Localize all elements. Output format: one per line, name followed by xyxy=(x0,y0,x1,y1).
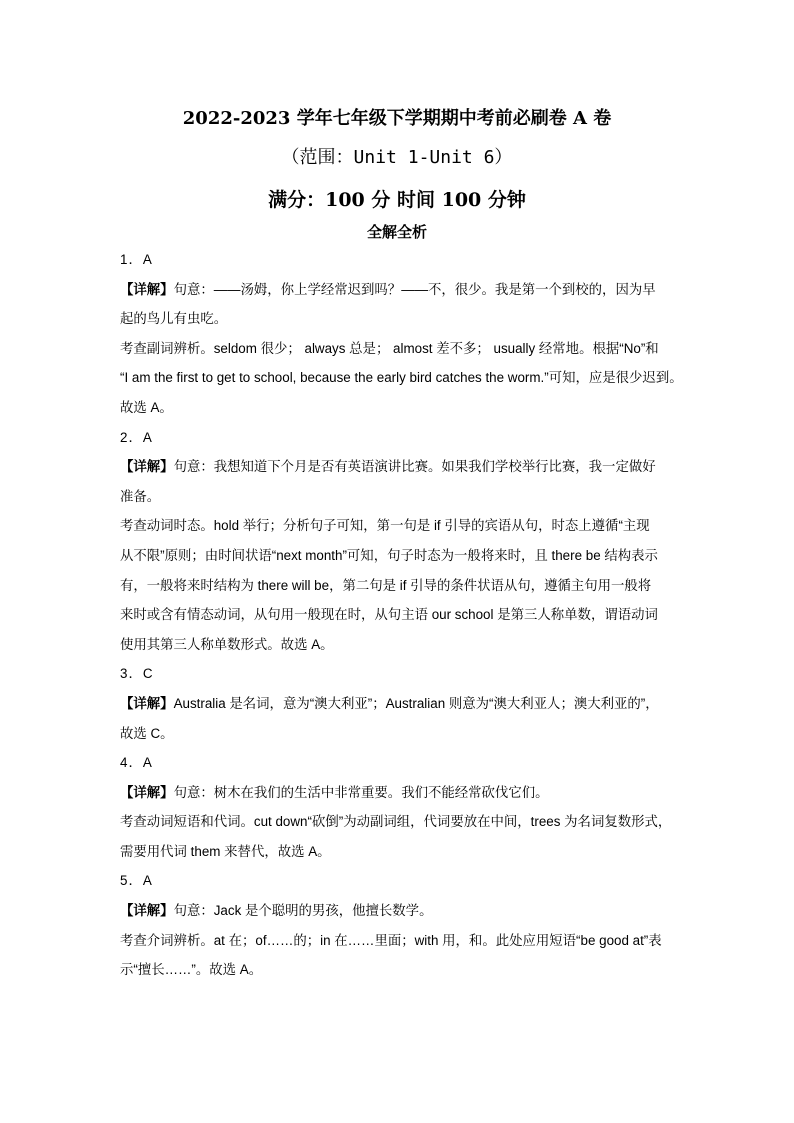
question-number: 5．A xyxy=(120,873,153,889)
score-and-time: 满分：100 分 时间 100 分钟 xyxy=(268,189,526,211)
explanation-line: 考查副词辨析。seldom 很少； always 总是； almost 差不多； usually 经常地。根据“No”和 xyxy=(120,340,659,356)
answer-explanations xyxy=(120,245,683,985)
explanation-line: 考查动词时态。hold 举行；分析句子可知，第一句是 if 引导的宾语从句，时态上遵循“主现 xyxy=(120,518,650,534)
explanation-line: 从不限”原则；由时间状语“next month”可知，句子时态为一般将来时，且 there be 结构表示 xyxy=(120,547,658,563)
explanation-line: 【详解】句意：树木在我们的生活中非常重要。我们不能经常砍伐它们。 xyxy=(120,784,549,800)
explanation-line: 准备。 xyxy=(120,488,161,504)
explanation-line: 故选 C。 xyxy=(120,725,174,741)
explanation-line: 有，一般将来时结构为 there will be，第二句是 if 引导的条件状语从句，遵循主句用一般将 xyxy=(120,577,652,593)
section-subtitle: 全解全析 xyxy=(366,223,427,241)
scope-range: （范围：Unit 1-Unit 6） xyxy=(281,147,513,168)
explanation-line: 【详解】句意：Jack 是个聪明的男孩，他擅长数学。 xyxy=(120,903,433,919)
explanation-line: 来时或含有情态动词，从句用一般现在时，从句主语 our school 是第三人称单数，谓语动词 xyxy=(120,607,658,623)
explanation-line: 【详解】Australia 是名词，意为“澳大利亚”；Australian 则意为“澳大利亚人；澳大利亚的”， xyxy=(120,695,659,711)
explanation-line: “I am the first to get to school, because the early bird catches the worm.”可知，应是很少迟到。 xyxy=(120,370,683,386)
explanation-line: 考查介词辨析。at 在；of……的；in 在……里面；with 用，和。此处应用短语“be good at”表 xyxy=(120,932,662,948)
detail-tag: 【详解】 xyxy=(120,695,174,711)
explanation-line: 示“擅长……”。故选 A。 xyxy=(120,962,263,978)
explanation-line: 【详解】句意：——汤姆，你上学经常迟到吗？——不，很少。我是第一个到校的，因为早 xyxy=(120,281,656,297)
explanation-line: 起的鸟儿有虫吃。 xyxy=(120,311,228,327)
explanation-line: 故选 A。 xyxy=(120,399,173,415)
detail-tag: 【详解】 xyxy=(120,784,174,800)
document-title: 2022-2023 学年七年级下学期期中考前必刷卷 A 卷 xyxy=(182,108,612,129)
question-number: 2．A xyxy=(120,429,153,445)
detail-tag: 【详解】 xyxy=(120,903,174,919)
detail-tag: 【详解】 xyxy=(120,281,174,297)
detail-tag: 【详解】 xyxy=(120,459,174,475)
explanation-line: 需要用代词 them 来替代，故选 A。 xyxy=(120,843,331,859)
explanation-line: 使用其第三人称单数形式。故选 A。 xyxy=(120,636,334,652)
question-number: 3．C xyxy=(120,666,154,682)
explanation-line: 【详解】句意：我想知道下个月是否有英语演讲比赛。如果我们学校举行比赛，我一定做好 xyxy=(120,459,656,475)
question-number: 1．A xyxy=(120,252,153,267)
question-number: 4．A xyxy=(120,755,153,771)
explanation-line: 考查动词短语和代词。cut down“砍倒”为动副词组，代词要放在中间，trees 为名词复数形式， xyxy=(120,814,672,830)
